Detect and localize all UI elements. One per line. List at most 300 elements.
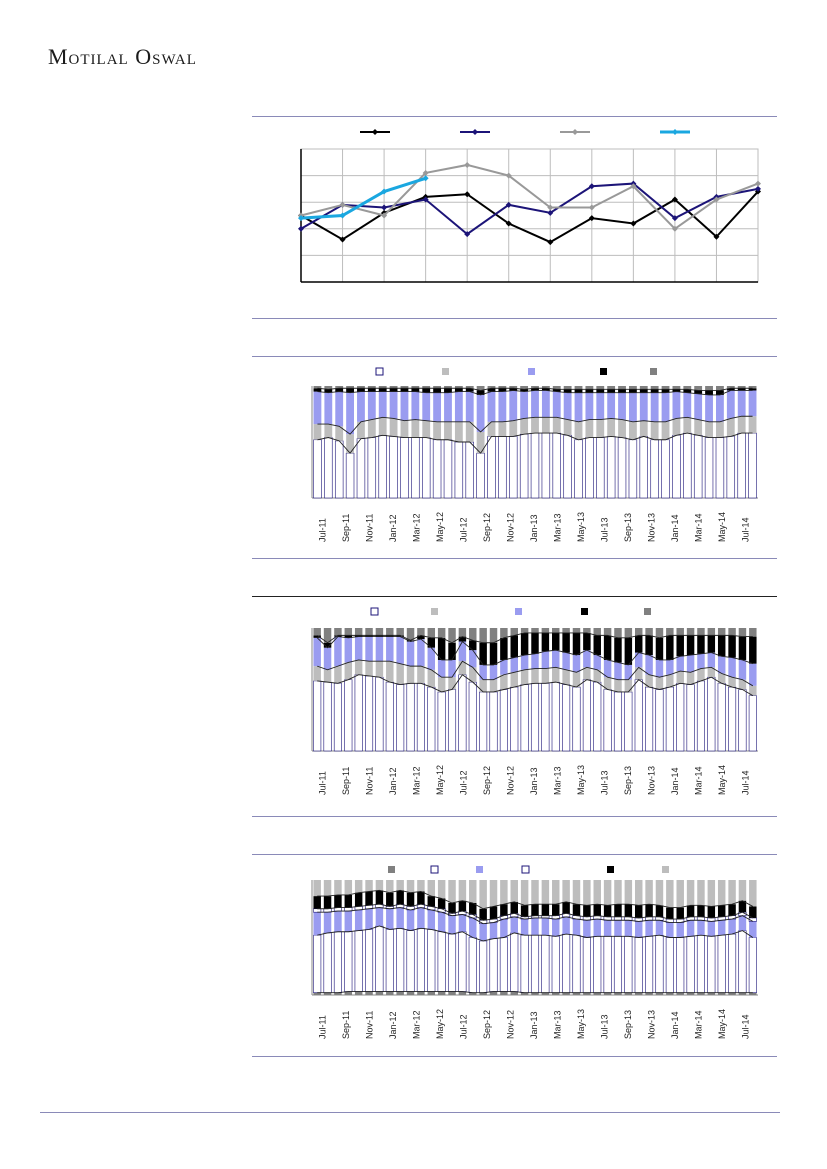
bar-segment-2 (500, 919, 507, 937)
x-tick-label: Nov-13 (646, 765, 657, 795)
bar-segment-4 (607, 386, 615, 389)
bar-segment-4 (542, 904, 549, 916)
bar-segment-0 (477, 453, 485, 498)
bar-segment-1 (552, 667, 559, 682)
bar-segment-2 (368, 392, 376, 420)
bar-segment-4 (355, 628, 362, 635)
bar-segment-2 (614, 662, 621, 679)
chart4-top-rule (252, 854, 777, 855)
bar-segment-2 (694, 394, 702, 420)
bar-segment-2 (542, 390, 550, 417)
bar-segment-3 (697, 635, 704, 653)
bar-segment-1 (656, 677, 663, 689)
bar-segment-1 (521, 935, 528, 993)
bar-segment-1 (662, 422, 670, 440)
bar-segment-5 (479, 880, 486, 909)
bar-segment-0 (469, 682, 476, 751)
bar-segment-0 (396, 685, 403, 751)
bar-segment-0 (488, 436, 496, 498)
bar-segment-1 (596, 420, 604, 438)
bar-segment-4 (521, 905, 528, 917)
bar-segment-1 (469, 938, 476, 993)
bar-segment-2 (739, 660, 746, 680)
bar-segment-2 (635, 921, 642, 937)
x-tick-label: Sep-11 (341, 1010, 352, 1039)
bar-segment-0 (417, 683, 424, 751)
bar-segment-1 (511, 672, 518, 687)
bar-segment-0 (749, 696, 756, 751)
bar-segment-3 (629, 389, 637, 392)
x-tick-label: Nov-13 (646, 512, 657, 542)
legend-swatch-5 (662, 866, 669, 873)
bar-segment-2 (379, 392, 387, 418)
x-tick-label: May-14 (716, 511, 727, 542)
bar-segment-3 (645, 635, 652, 655)
bar-segment-0 (498, 436, 506, 498)
bar-segment-5 (749, 880, 756, 906)
bar-segment-0 (607, 436, 615, 498)
bar-segment-1 (739, 931, 746, 993)
bar-segment-0 (520, 434, 528, 498)
bar-segment-2 (645, 920, 652, 936)
bar-segment-4 (407, 628, 414, 640)
bar-segment-1 (324, 933, 331, 993)
bar-segment-0 (346, 453, 354, 498)
bar-segment-2 (716, 395, 724, 422)
x-tick-label: Jan-14 (669, 767, 680, 795)
x-tick-label: Sep-11 (341, 513, 352, 542)
bar-segment-2 (635, 653, 642, 668)
bar-segment-2 (573, 919, 580, 935)
x-tick-label: Mar-14 (693, 1010, 704, 1039)
bar-segment-3 (455, 388, 463, 391)
bar-segment-1 (490, 680, 497, 692)
x-tick-label: Jan-13 (529, 767, 539, 795)
bar-segment-4 (386, 628, 393, 635)
legend-swatch-4 (644, 608, 651, 615)
x-tick-label: Mar-12 (411, 766, 422, 795)
bar-segment-2 (488, 392, 496, 422)
bar-segment-2 (466, 392, 474, 422)
bar-segment-2 (708, 653, 715, 668)
bar-segment-2 (673, 392, 681, 419)
bar-segment-1 (552, 936, 559, 992)
chart1-top-rule (252, 116, 777, 117)
bar-segment-2 (459, 915, 466, 932)
bar-segment-3 (469, 640, 476, 650)
bar-segment-0 (390, 436, 398, 498)
chart2-bottom-rule (252, 558, 777, 559)
bar-segment-2 (335, 392, 343, 427)
bar-segment-1 (448, 677, 455, 689)
bar-segment-4 (531, 628, 538, 633)
bar-segment-4 (573, 628, 580, 633)
x-tick-label: May-14 (716, 1008, 727, 1039)
bar-segment-3 (635, 635, 642, 652)
bar-segment-0 (673, 435, 681, 498)
bar-segment-2 (355, 637, 362, 660)
bar-segment-0 (594, 682, 601, 751)
bar-segment-5 (542, 880, 549, 904)
bar-segment-1 (718, 935, 725, 993)
bar-segment-1 (666, 938, 673, 993)
bar-segment-0 (500, 690, 507, 752)
bar-segment-4 (739, 628, 746, 637)
bar-segment-2 (448, 916, 455, 934)
bar-segment-1 (531, 669, 538, 684)
bar-segment-2 (386, 637, 393, 662)
bar-segment-4 (697, 628, 704, 635)
x-tick-label: Nov-12 (505, 765, 516, 795)
x-tick-label: Sep-12 (482, 1009, 493, 1039)
bar-segment-2 (727, 390, 735, 418)
bar-segment-0 (345, 680, 352, 751)
bar-segment-2 (594, 919, 601, 936)
bar-segment-5 (552, 880, 559, 904)
bar-segment-2 (562, 653, 569, 670)
x-tick-label: Nov-11 (364, 766, 375, 795)
bar-segment-0 (438, 992, 445, 995)
bar-segment-4 (583, 628, 590, 633)
bar-segment-4 (666, 908, 673, 920)
bar-segment-1 (531, 935, 538, 993)
bar-segment-4 (728, 904, 735, 916)
bar-segment-2 (651, 393, 659, 422)
bar-segment-0 (500, 992, 507, 995)
bar-segment-0 (629, 440, 637, 498)
bar-segment-1 (520, 418, 528, 434)
bar-segment-0 (444, 440, 452, 498)
stacked-bar-chart-3 (252, 856, 777, 1054)
bar-segment-0 (564, 435, 572, 498)
bar-segment-4 (635, 628, 642, 635)
bar-segment-4 (708, 628, 715, 635)
bar-segment-1 (614, 936, 621, 992)
bar-segment-2 (386, 909, 393, 930)
bar-segment-3 (718, 635, 725, 656)
bar-segment-2 (417, 908, 424, 929)
bar-segment-1 (428, 929, 435, 991)
bar-segment-1 (433, 422, 441, 440)
legend-swatch-0 (371, 608, 378, 615)
bar-segment-4 (564, 386, 572, 389)
bar-segment-2 (531, 918, 538, 935)
bar-segment-1 (604, 936, 611, 992)
bar-segment-4 (386, 893, 393, 907)
bar-segment-1 (705, 422, 713, 438)
bar-segment-4 (656, 628, 663, 638)
bar-segment-2 (511, 917, 518, 933)
bar-segment-3 (575, 389, 583, 392)
bar-segment-2 (697, 654, 704, 669)
bar-segment-1 (313, 666, 320, 681)
bar-segment-2 (490, 665, 497, 680)
bar-segment-4 (459, 628, 466, 637)
bar-segment-1 (575, 422, 583, 440)
bar-segment-2 (596, 393, 604, 420)
bar-segment-5 (365, 880, 372, 892)
bar-segment-1 (531, 417, 539, 433)
bar-segment-3 (390, 388, 398, 391)
bar-segment-2 (422, 393, 430, 421)
bar-segment-1 (386, 661, 393, 682)
bar-segment-5 (614, 880, 621, 904)
bar-segment-4 (490, 906, 497, 919)
bar-segment-5 (324, 880, 331, 896)
bar-segment-2 (640, 393, 648, 421)
bar-segment-2 (594, 655, 601, 670)
bar-segment-4 (479, 628, 486, 643)
legend-swatch-4 (607, 866, 614, 873)
bar-segment-5 (386, 880, 393, 893)
bar-segment-2 (585, 393, 593, 420)
bar-segment-5 (469, 880, 476, 903)
x-tick-label: May-13 (575, 764, 586, 795)
bar-segment-3 (490, 643, 497, 665)
bar-segment-0 (455, 442, 463, 498)
bar-segment-3 (596, 389, 604, 392)
bar-segment-1 (376, 926, 383, 992)
x-tick-label: Jan-14 (669, 514, 680, 542)
bar-segment-0 (324, 682, 331, 751)
bar-segment-1 (640, 421, 648, 437)
bar-segment-1 (365, 661, 372, 676)
bar-segment-4 (662, 386, 670, 389)
bar-segment-1 (324, 424, 332, 437)
bar-segment-2 (345, 638, 352, 663)
bar-segment-2 (376, 637, 383, 662)
bar-segment-1 (355, 931, 362, 992)
bar-segment-0 (355, 992, 362, 995)
bar-segment-0 (365, 676, 372, 751)
bar-segment-5 (448, 880, 455, 903)
bar-segment-2 (346, 393, 354, 434)
bar-segment-1 (727, 418, 735, 436)
bar-segment-0 (531, 433, 539, 498)
chart2-top-rule (252, 356, 777, 357)
bar-segment-3 (687, 635, 694, 655)
bar-segment-1 (687, 672, 694, 684)
bar-segment-5 (656, 880, 663, 905)
bar-segment-1 (313, 935, 320, 993)
bar-segment-5 (687, 880, 694, 905)
bar-segment-2 (687, 920, 694, 936)
bar-segment-1 (479, 941, 486, 993)
bar-segment-0 (428, 687, 435, 751)
bar-segment-1 (629, 422, 637, 440)
x-tick-label: Jul-14 (740, 1014, 751, 1039)
bar-segment-4 (614, 904, 621, 917)
x-tick-label: Nov-12 (505, 512, 516, 542)
x-tick-label: Sep-13 (622, 1009, 633, 1039)
bar-segment-1 (459, 932, 466, 992)
bar-segment-5 (500, 880, 507, 904)
legend-swatch-2 (515, 608, 522, 615)
bar-segment-0 (573, 687, 580, 751)
bar-segment-1 (564, 420, 572, 436)
bar-segment-3 (521, 633, 528, 655)
bar-segment-1 (417, 928, 424, 991)
legend-swatch-3 (522, 866, 529, 873)
bar-segment-4 (594, 904, 601, 916)
bar-segment-2 (324, 648, 331, 670)
bar-segment-3 (676, 635, 683, 656)
stacked-bar-chart-1 (252, 358, 777, 556)
bar-segment-4 (651, 386, 659, 389)
bar-segment-4 (345, 628, 352, 635)
bar-segment-0 (407, 683, 414, 751)
bar-segment-4 (666, 628, 673, 635)
bar-segment-1 (314, 424, 322, 440)
bar-segment-0 (386, 992, 393, 995)
x-tick-label: Jul-11 (317, 771, 328, 795)
bar-segment-2 (313, 912, 320, 935)
bar-segment-2 (428, 910, 435, 930)
bar-segment-2 (676, 656, 683, 671)
bar-segment-2 (521, 919, 528, 935)
x-tick-label: Nov-13 (646, 1009, 657, 1039)
bar-segment-4 (438, 628, 445, 638)
x-tick-label: Mar-13 (552, 513, 563, 542)
bar-segment-0 (583, 680, 590, 751)
legend-marker-1 (472, 129, 478, 135)
bar-segment-4 (448, 628, 455, 643)
bar-segment-0 (694, 435, 702, 498)
bar-segment-2 (718, 920, 725, 935)
bar-segment-3 (708, 635, 715, 652)
bar-segment-0 (666, 687, 673, 751)
bar-segment-1 (585, 420, 593, 438)
bar-segment-2 (477, 395, 485, 432)
bar-segment-2 (749, 664, 756, 686)
bar-segment-2 (314, 392, 322, 424)
bar-segment-1 (542, 669, 549, 684)
bar-segment-5 (355, 880, 362, 893)
bar-segment-2 (645, 655, 652, 675)
bar-segment-1 (444, 422, 452, 440)
bar-segment-0 (553, 433, 561, 498)
bar-segment-2 (614, 920, 621, 936)
bar-segment-1 (390, 418, 398, 436)
bar-segment-0 (718, 683, 725, 751)
bar-segment-0 (379, 435, 387, 498)
bar-segment-2 (459, 642, 466, 662)
bar-segment-0 (417, 992, 424, 995)
bar-segment-3 (552, 633, 559, 650)
bar-segment-4 (585, 386, 593, 389)
bar-segment-1 (407, 666, 414, 683)
bar-segment-2 (509, 390, 517, 420)
bar-segment-5 (645, 880, 652, 904)
legend-swatch-0 (376, 368, 383, 375)
bar-segment-1 (673, 418, 681, 435)
bar-segment-3 (614, 638, 621, 663)
bar-segment-5 (376, 880, 383, 890)
bar-segment-0 (466, 442, 474, 498)
bar-segment-5 (676, 880, 683, 908)
bar-segment-1 (448, 934, 455, 992)
bar-segment-2 (365, 909, 372, 930)
bar-segment-4 (683, 386, 691, 389)
x-tick-label: Mar-12 (411, 1010, 422, 1039)
x-tick-label: Mar-14 (693, 513, 704, 542)
bar-segment-5 (666, 880, 673, 908)
bar-segment-0 (687, 685, 694, 751)
bar-segment-1 (500, 675, 507, 690)
bar-segment-3 (625, 638, 632, 665)
bar-segment-2 (324, 912, 331, 933)
x-tick-label: Jan-12 (388, 514, 399, 542)
legend-swatch-2 (476, 866, 483, 873)
bar-segment-4 (365, 892, 372, 906)
bar-segment-1 (708, 936, 715, 992)
bar-segment-0 (562, 685, 569, 751)
bar-segment-5 (625, 880, 632, 904)
bar-segment-5 (728, 880, 735, 904)
x-tick-label: Sep-13 (622, 512, 633, 542)
bar-segment-1 (614, 680, 621, 692)
bar-segment-1 (583, 667, 590, 679)
bar-segment-0 (376, 677, 383, 751)
bar-segment-3 (542, 633, 549, 651)
bar-segment-3 (313, 909, 320, 912)
bar-segment-3 (433, 388, 441, 392)
bar-segment-5 (407, 880, 414, 893)
bar-segment-0 (335, 441, 343, 498)
bar-segment-2 (444, 393, 452, 422)
bar-segment-2 (396, 908, 403, 929)
bar-segment-2 (564, 393, 572, 420)
bar-segment-0 (433, 440, 441, 498)
x-tick-label: Jul-12 (458, 1014, 469, 1039)
bar-segment-4 (324, 896, 331, 909)
bar-segment-2 (531, 654, 538, 669)
bar-segment-2 (438, 912, 445, 932)
bar-segment-4 (313, 896, 320, 909)
bar-segment-0 (396, 992, 403, 995)
legend-swatch-3 (581, 608, 588, 615)
bar-segment-4 (511, 902, 518, 914)
bar-segment-0 (542, 683, 549, 751)
bar-segment-1 (498, 422, 506, 437)
bar-segment-1 (618, 420, 626, 438)
bar-segment-0 (479, 692, 486, 751)
bar-segment-0 (635, 680, 642, 751)
bar-segment-2 (376, 908, 383, 926)
bar-segment-5 (583, 880, 590, 905)
bar-segment-2 (479, 924, 486, 941)
bar-segment-4 (625, 628, 632, 638)
bar-segment-2 (417, 639, 424, 666)
bar-segment-1 (368, 420, 376, 438)
bar-segment-2 (687, 655, 694, 672)
bar-segment-3 (640, 389, 648, 392)
bar-segment-0 (448, 992, 455, 995)
bar-segment-0 (511, 687, 518, 751)
bar-segment-2 (407, 642, 414, 667)
bar-segment-1 (676, 938, 683, 993)
stacked-bar-chart-2 (252, 598, 777, 814)
bar-segment-0 (640, 436, 648, 498)
bar-segment-2 (542, 918, 549, 935)
bar-segment-4 (459, 901, 466, 911)
bar-segment-4 (552, 904, 559, 916)
bar-segment-5 (459, 880, 466, 901)
bar-segment-1 (438, 677, 445, 692)
x-tick-label: Jul-14 (740, 517, 751, 542)
bar-segment-5 (531, 880, 538, 904)
bar-segment-2 (455, 392, 463, 422)
